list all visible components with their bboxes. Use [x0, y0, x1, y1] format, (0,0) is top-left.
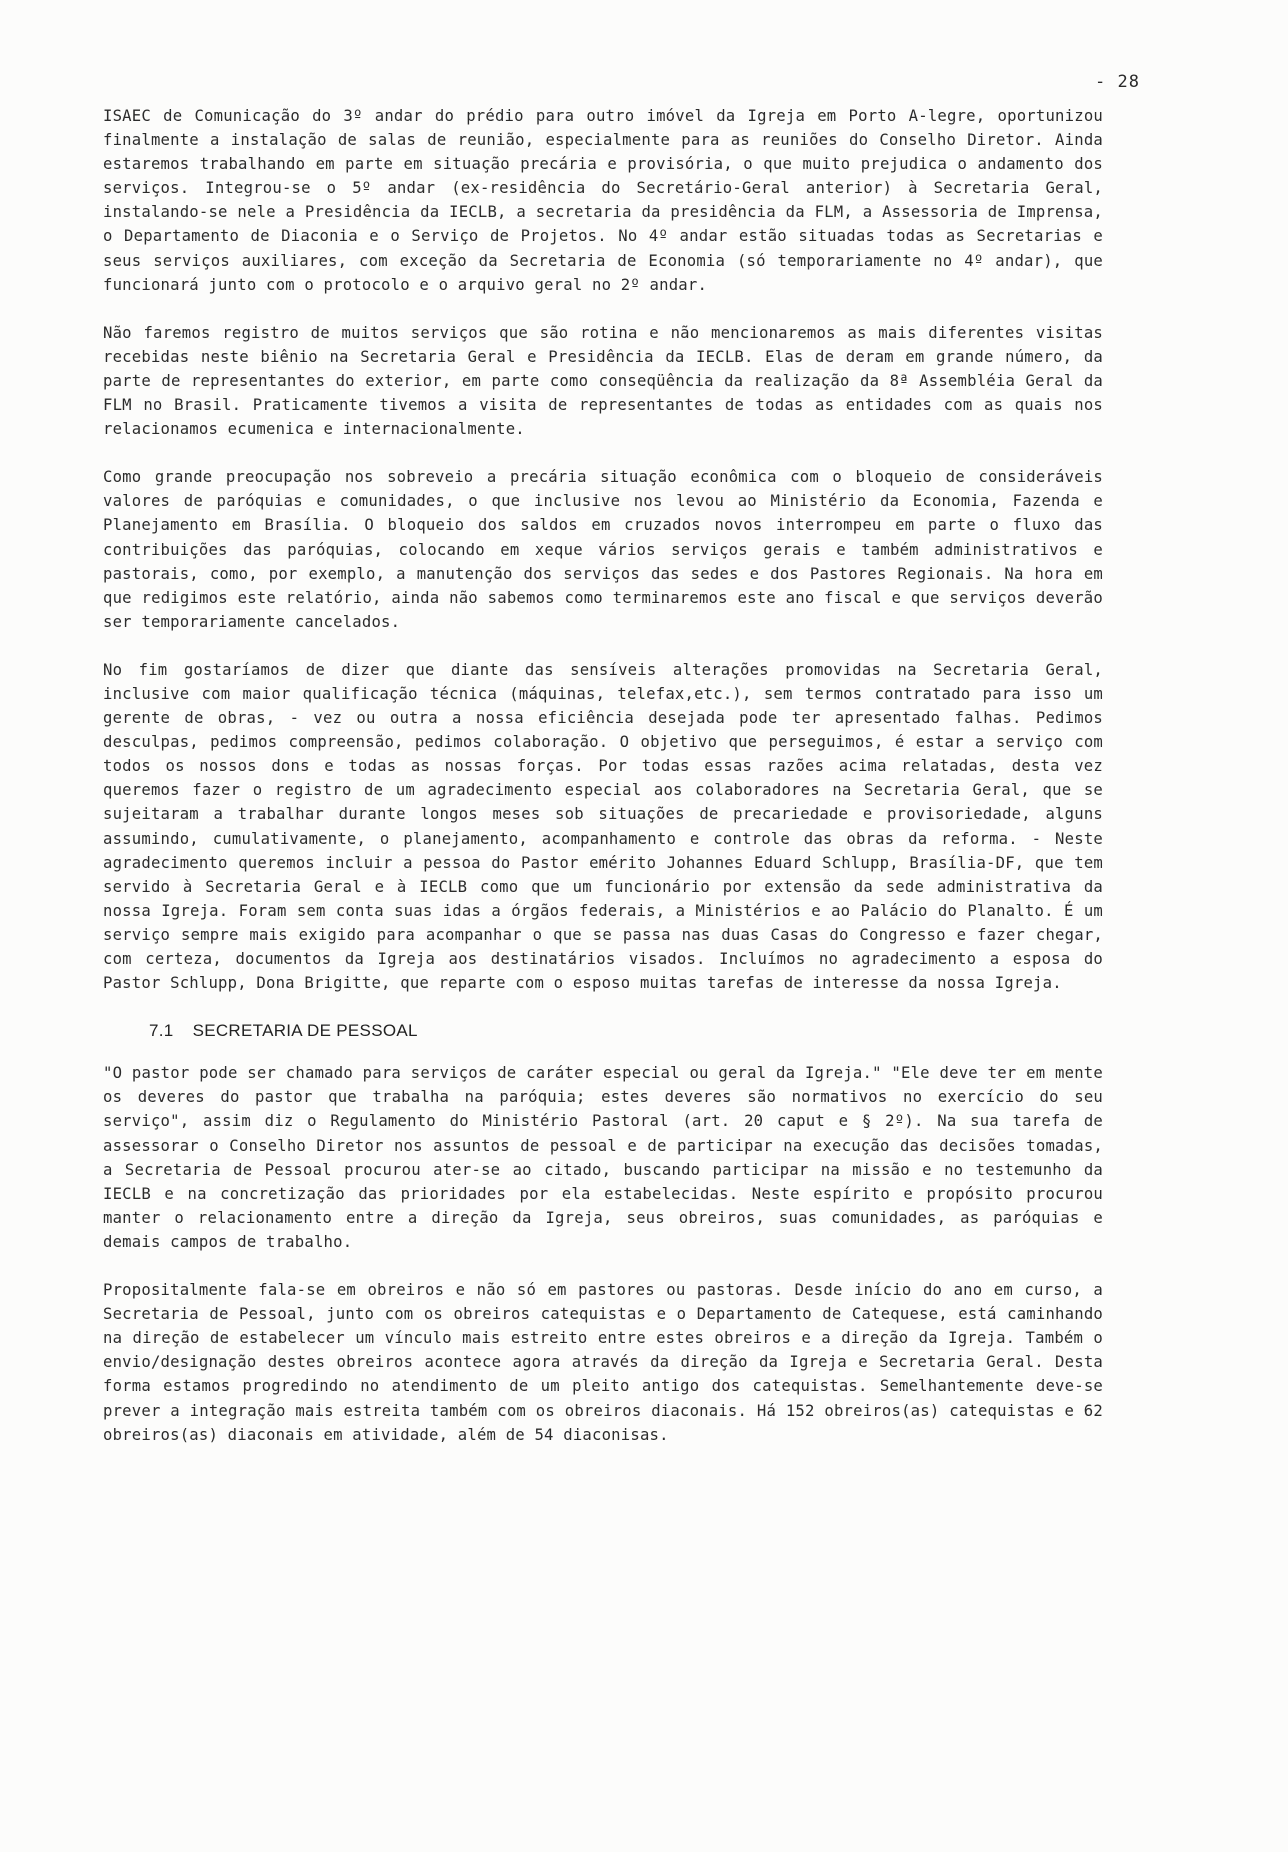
section-title: SECRETARIA DE PESSOAL — [192, 1021, 418, 1041]
section-number: 7.1 — [149, 1021, 174, 1041]
paragraph-regulamento: "O pastor pode ser chamado para serviços de caráter especial ou geral da Igreja." "Ele deve ter em mente os deveres do pastor que trabalha na paróquia; estes deveres são normativos no exercício do seu serviço", assim diz o Regulamento do Ministério Pastoral (art. 20 caput e § 2º). Na sua tarefa de assessorar o Conselho Diretor nos assuntos de pessoal e de participar na execução das decisões tomadas, a Secretaria de Pessoal procurou ater-se ao citado, buscando participar na missão e no testemunho da IECLB e na concretização das prioridades por ela estabelecidas. Neste espírito e propósito procurou manter o relacionamento entre a direção da Igreja, seus obreiros, suas comunidades, as paróquias e demais campos de trabalho. — [103, 1064, 1103, 1251]
paragraph-obreiros: Propositalmente fala-se em obreiros e não só em pastores ou pastoras. Desde início do ano em curso, a Secretaria de Pessoal, junto com os obreiros catequistas e o Departamento de Catequese, está caminhando na direção de estabelecer um vínculo mais estreito entre estes obreiros e a direção da Igreja. Também o envio/designação destes obreiros acontece agora através da direção da Igreja e Secretaria Geral. Desta forma estamos progredindo no atendimento de um pleito antigo dos catequistas. Semelhantemente deve-se prever a integração mais estreita também com os obreiros diaconais. Há 152 obreiros(as) catequistas e 62 obreiros(as) diaconais em atividade, além de 54 diaconisas. — [103, 1281, 1103, 1444]
paragraph-bloqueio: Como grande preocupação nos sobreveio a precária situação econômica com o bloqueio de consideráveis valores de paróquias e comunidades, o que inclusive nos levou ao Ministério da Economia, Fazenda e Planejamento em Brasília. O bloqueio dos saldos em cruzados novos interrompeu em parte o fluxo das contribuições das paróquias, colocando em xeque vários serviços gerais e também administrativos e pastorais, como, por exemplo, a manutenção dos serviços das sedes e dos Pastores Regionais. Na hora em que redigimos este relatório, ainda não sabemos como terminaremos este ano fiscal e que serviços deverão ser temporariamente cancelados. — [103, 468, 1103, 631]
paragraph-agradecimento: No fim gostaríamos de dizer que diante das sensíveis alterações promovidas na Secretaria Geral, inclusive com maior qualificação técnica (máquinas, telefax,etc.), sem termos contratado para isso um gerente de obras, - vez ou outra a nossa eficiência desejada pode ter apresentado falhas. Pedimos desculpas, pedimos compreensão, pedimos colaboração. O objetivo que perseguimos, é estar a serviço com todos os nossos dons e todas as nossas forças. Por todas essas razões acima relatadas, desta vez queremos fazer o registro de um agradecimento especial aos colaboradores na Secretaria Geral, que se sujeitaram a trabalhar durante longos meses sob situações de precariedade e provisoriedade, alguns assumindo, cumulativamente, o planejamento, acompanhamento e controle das obras da reforma. - Neste agradecimento queremos incluir a pessoa do Pastor emérito Johannes Eduard Schlupp, Brasília-DF, que tem servido à Secretaria Geral e à IECLB como que um funcionário por extensão da sede administrativa da nossa Igreja. Foram sem conta suas idas a órgãos federais, a Ministérios e ao Palácio do Planalto. É um serviço sempre mais exigido para acompanhar o que se passa nas duas Casas do Congresso e fazer chegar, com certeza, documentos da Igreja aos destinatários visados. Incluímos no agradecimento a esposa do Pastor Schlupp, Dona Brigitte, que reparte com o esposo muitas tarefas de interesse da nossa Igreja. — [103, 660, 1103, 993]
section-heading — [149, 1019, 1103, 1043]
document-body — [103, 104, 1103, 1471]
paragraph-visitas: Não faremos registro de muitos serviços que são rotina e não mencionaremos as mais diferentes visitas recebidas neste biênio na Secretaria Geral e Presidência da IECLB. Elas de deram em grande número, da parte de representantes do exterior, em parte como conseqüência da realização da 8ª Assembléia Geral da FLM no Brasil. Praticamente tivemos a visita de representantes de todas as entidades com as quais nos relacionamos ecumenica e internacionalmente. — [103, 323, 1103, 439]
page-number: - 28 — [1095, 72, 1140, 92]
paragraph-isaec: ISAEC de Comunicação do 3º andar do prédio para outro imóvel da Igreja em Porto A-legre, oportunizou finalmente a instalação de salas de reunião, especialmente para as reuniões do Conselho Diretor. Ainda estaremos trabalhando em parte em situação precária e provisória, o que muito prejudica o andamento dos serviços. Integrou-se o 5º andar (ex-residência do Secretário-Geral anterior) à Secretaria Geral, instalando-se nele a Presidência da IECLB, a secretaria da presidência da FLM, a Assessoria de Imprensa, o Departamento de Diaconia e o Serviço de Projetos. No 4º andar estão situadas todas as Secretarias e seus serviços auxiliares, com exceção da Secretaria de Economia (só temporariamente no 4º andar), que funcionará junto com o protocolo e o arquivo geral no 2º andar. — [103, 107, 1103, 294]
